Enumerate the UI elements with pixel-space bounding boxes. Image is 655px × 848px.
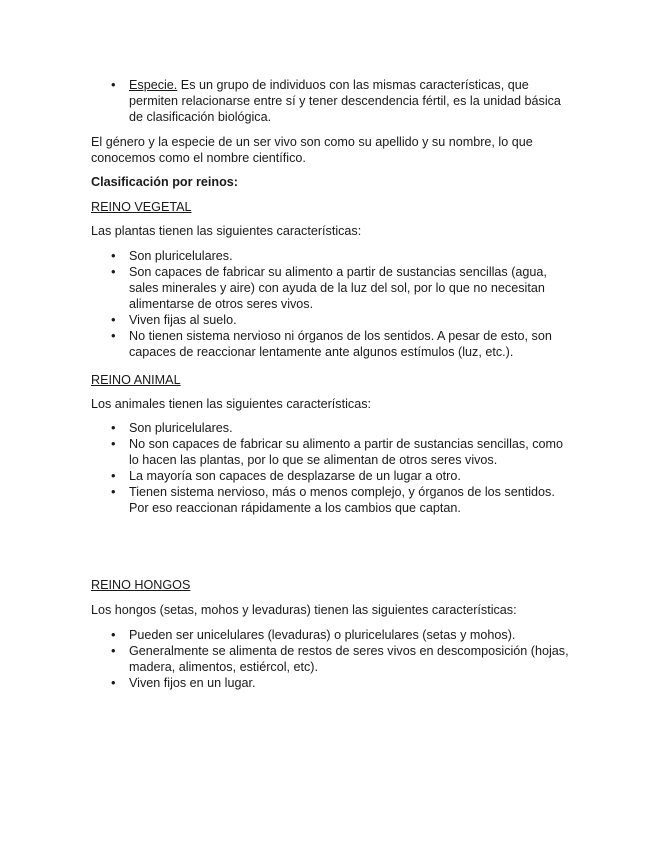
list-item [91,77,571,125]
list-item: • No son capaces de fabricar su alimento a partir de sustancias sencillas, como lo hacen las plantas, por lo que se alimentan de otros seres vivos. [91,436,571,468]
list-item: • Son pluricelulares. [91,248,571,264]
especie-definition: Es un grupo de individuos con las mismas características, que permiten relacionarse entre sí y tener descendencia fértil, es la unidad básica de clasificación biológica. [129,78,561,124]
list-item: • Son capaces de fabricar su alimento a partir de sustancias sencillas (agua, sales minerales y aire) con ayuda de la luz del sol, por lo que no necesitan alimentarse de otros seres vivos. [91,264,571,312]
reino-hongos-heading: REINO HONGOS [91,578,191,592]
list-item: • No tienen sistema nervioso ni órganos de los sentidos. A pesar de esto, son capaces de reaccionar lentamente ante algunos estímulos (luz, etc.). [91,328,571,360]
reino-animal-intro: Los animales tienen las siguientes características: [91,397,372,411]
reino-vegetal-list [91,248,571,360]
especie-term: Especie. [129,78,178,92]
list-item: • La mayoría son capaces de desplazarse de un lugar a otro. [91,468,571,484]
reino-vegetal-heading: REINO VEGETAL [91,200,192,214]
list-item: • Generalmente se alimenta de restos de seres vivos en descomposición (hojas, madera, alimentos, estiércol, etc). [91,643,571,675]
reino-animal-list [91,420,571,516]
reino-animal-heading: REINO ANIMAL [91,373,181,387]
classification-heading: Clasificación por reinos: [91,175,238,189]
list-item: • Tienen sistema nervioso, más o menos complejo, y órganos de los sentidos. Por eso reaccionan rápidamente a los cambios que captan. [91,484,571,516]
reino-vegetal-intro: Las plantas tienen las siguientes características: [91,224,362,238]
list-item: • Son pluricelulares. [91,420,571,436]
especie-list [91,77,571,125]
list-item: • Viven fijos en un lugar. [91,675,571,691]
list-item: • Pueden ser unicelulares (levaduras) o pluricelulares (setas y mohos). [91,627,571,643]
list-item: • Viven fijas al suelo. [91,312,571,328]
intro-paragraph: El género y la especie de un ser vivo son como su apellido y su nombre, lo que conocemos como el nombre científico. [91,135,533,165]
reino-hongos-intro: Los hongos (setas, mohos y levaduras) tienen las siguientes características: [91,603,517,617]
reino-hongos-list [91,627,571,691]
